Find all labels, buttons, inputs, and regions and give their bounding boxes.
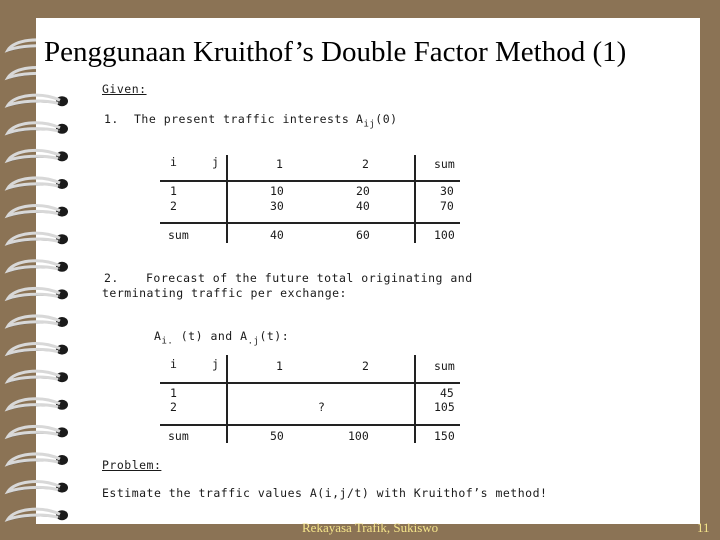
table2-header-sum: sum	[434, 359, 455, 373]
spiral-ring	[8, 233, 68, 244]
table1-total-c1: 40	[270, 228, 284, 242]
symbol-sub: ij	[363, 119, 376, 130]
table1-sum-divider	[414, 155, 416, 243]
table2-row1-i: 1	[170, 386, 177, 400]
table2-total-label: sum	[168, 429, 189, 443]
table1-header-1: 1	[276, 157, 283, 171]
spiral-ring	[8, 371, 68, 382]
formula-b-arg: (t):	[259, 329, 290, 343]
spiral-ring	[8, 426, 68, 437]
table1-row1-c1: 10	[270, 184, 284, 198]
page-number: 11	[697, 520, 710, 535]
table2-total-c1: 50	[270, 429, 284, 443]
item2-line1: Forecast of the future total originating and	[146, 271, 473, 285]
table1-total-rule	[160, 222, 460, 224]
spiral-ring	[8, 288, 68, 299]
formula-a: A	[154, 329, 162, 343]
item2-formula	[154, 329, 289, 346]
table2-header-i: i	[170, 357, 177, 371]
item2-line2: terminating traffic per exchange:	[102, 286, 347, 300]
table2-row-header-divider	[226, 355, 228, 443]
spiral-ring	[8, 261, 68, 272]
table2-total-sum: 150	[434, 429, 455, 443]
table1-total-sum: 100	[434, 228, 455, 242]
formula-b: A	[240, 329, 248, 343]
table1-total-label: sum	[168, 228, 189, 242]
spiral-ring	[8, 206, 68, 217]
slide-title: Penggunaan Kruithof’s Double Factor Method (1)	[44, 36, 627, 68]
table1-row1-sum: 30	[440, 184, 454, 198]
spiral-ring	[8, 316, 68, 327]
table1-header-i: i	[170, 155, 177, 169]
spiral-ring	[8, 344, 68, 355]
table1-header-2: 2	[362, 157, 369, 171]
formula-b-sub: .j	[247, 336, 260, 347]
table2-header-1: 1	[276, 359, 283, 373]
spiral-ring	[8, 178, 68, 189]
table2-header-2: 2	[362, 359, 369, 373]
spiral-ring	[8, 399, 68, 410]
problem-label: Problem:	[102, 458, 162, 472]
table1-row2-c2: 40	[356, 199, 370, 213]
table1-row2-c1: 30	[270, 199, 284, 213]
spiral-ring	[8, 123, 68, 134]
table1-header-sum: sum	[434, 157, 455, 171]
spiral-ring	[8, 482, 68, 493]
table1-row1-c2: 20	[356, 184, 370, 198]
item1-text: The present traffic interests	[134, 112, 350, 126]
problem-text: Estimate the traffic values A(i,j/t) with Kruithof’s method!	[102, 486, 548, 500]
formula-and: and	[210, 329, 233, 343]
spiral-ring	[8, 509, 68, 520]
spiral-ring	[8, 150, 68, 161]
table2-sum-divider	[414, 355, 416, 443]
table1-row1-i: 1	[170, 184, 177, 198]
spiral-ring	[8, 95, 68, 106]
formula-a-sub: i.	[161, 336, 174, 347]
spiral-ring	[8, 454, 68, 465]
table1-header-j: j	[212, 155, 219, 169]
footer-caption: Rekayasa Trafik, Sukiswo	[302, 520, 439, 535]
item1-number: 1.	[104, 112, 119, 126]
table2-row2-sum: 105	[434, 400, 455, 414]
table2-row1-sum: 45	[440, 386, 454, 400]
table2-total-rule	[160, 424, 460, 426]
symbol-arg: (0)	[375, 112, 398, 126]
table1-row-header-divider	[226, 155, 228, 243]
symbol-main: A	[356, 112, 364, 126]
table2-unknown: ?	[318, 400, 325, 414]
table1-row2-sum: 70	[440, 199, 454, 213]
table1-row2-i: 2	[170, 199, 177, 213]
item1-symbol	[356, 112, 398, 129]
formula-a-arg: (t)	[180, 329, 203, 343]
item2-number: 2.	[104, 271, 119, 285]
table1-total-c2: 60	[356, 228, 370, 242]
table2-header-j: j	[212, 357, 219, 371]
table2-row2-i: 2	[170, 400, 177, 414]
given-label: Given:	[102, 82, 147, 96]
table2-total-c2: 100	[348, 429, 369, 443]
